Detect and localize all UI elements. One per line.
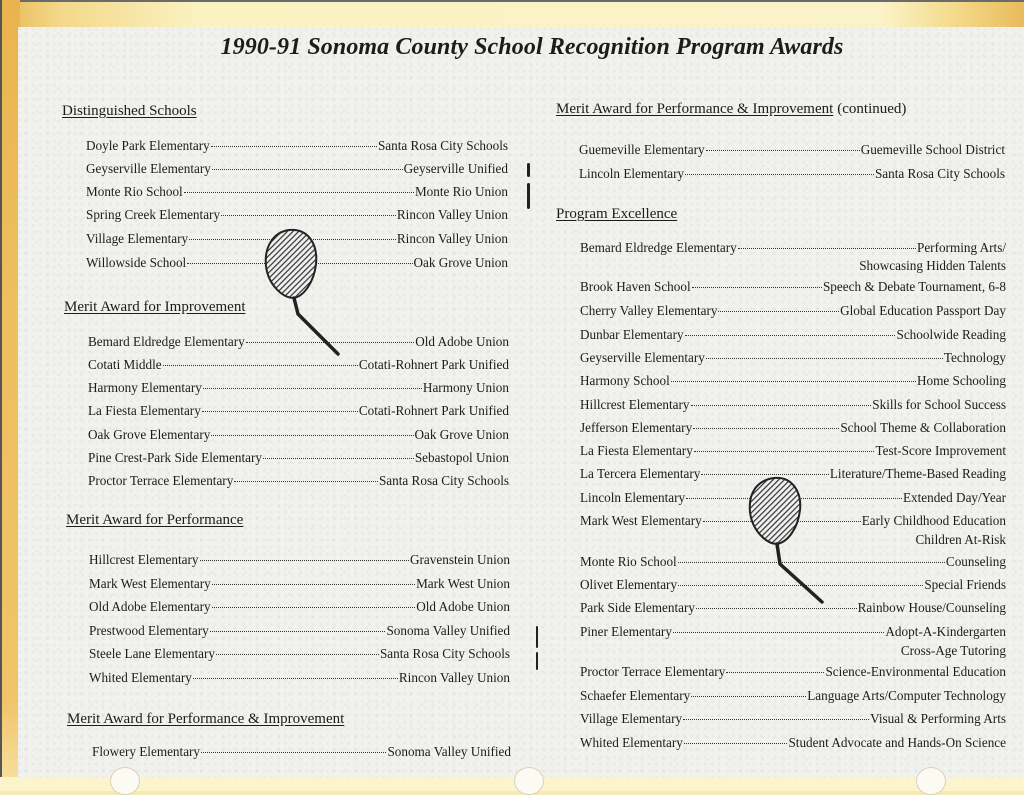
section-heading-text: Merit Award for Performance & Improvement bbox=[556, 101, 834, 117]
school-name: Harmony Elementary bbox=[88, 380, 202, 395]
section-heading-text: Merit Award for Performance & Improvement bbox=[67, 711, 345, 727]
award-value: Santa Rosa City Schools bbox=[378, 473, 509, 488]
section-heading-perf-improvement bbox=[67, 711, 344, 728]
school-name: Spring Creek Elementary bbox=[86, 207, 221, 222]
section-heading-text: Program Excellence bbox=[556, 206, 678, 222]
award-row bbox=[89, 576, 510, 592]
pen-mark bbox=[527, 163, 530, 177]
award-row bbox=[580, 735, 1006, 751]
award-value: Santa Rosa City Schools bbox=[377, 138, 508, 153]
school-name: Pine Crest-Park Side Elementary bbox=[88, 450, 262, 465]
award-row bbox=[580, 327, 1006, 343]
section-heading-distinguished bbox=[62, 103, 197, 120]
award-row bbox=[89, 623, 510, 639]
award-value: Adopt-A-Kindergarten bbox=[885, 624, 1006, 639]
award-row bbox=[89, 670, 510, 686]
school-name: La Fiesta Elementary bbox=[88, 403, 201, 418]
dot-leader bbox=[692, 283, 822, 288]
school-name: Willowside School bbox=[86, 255, 187, 270]
school-name: Park Side Elementary bbox=[580, 600, 695, 615]
award-row bbox=[89, 552, 510, 568]
award-row bbox=[89, 599, 510, 615]
award-row bbox=[92, 744, 511, 760]
school-name: Harmony School bbox=[580, 373, 670, 388]
school-name: Whited Elementary bbox=[89, 670, 192, 685]
award-value: Guemeville School District bbox=[860, 142, 1005, 157]
award-value: Skills for School Success bbox=[872, 397, 1006, 412]
page-title: 1990-91 Sonoma County School Recognition Program Awards bbox=[220, 34, 844, 60]
award-value: Sonoma Valley Unified bbox=[386, 623, 510, 638]
award-value: Harmony Union bbox=[422, 380, 509, 395]
dot-leader bbox=[202, 407, 358, 412]
award-row bbox=[89, 646, 510, 662]
dot-leader bbox=[673, 628, 884, 633]
dot-leader bbox=[693, 424, 839, 429]
dot-leader bbox=[683, 715, 869, 720]
award-value-continued: Showcasing Hidden Talents bbox=[859, 258, 1006, 273]
award-value: Counseling bbox=[945, 554, 1006, 569]
dot-leader bbox=[211, 431, 413, 436]
school-name: Village Elementary bbox=[86, 231, 189, 246]
school-name: Olivet Elementary bbox=[580, 577, 678, 592]
award-row bbox=[88, 403, 509, 419]
dot-leader bbox=[694, 447, 875, 452]
school-name: Piner Elementary bbox=[580, 624, 672, 639]
award-row bbox=[580, 443, 1006, 459]
award-row bbox=[579, 142, 1005, 158]
dot-leader bbox=[216, 650, 379, 655]
award-row bbox=[580, 664, 1006, 680]
award-value: Monte Rio Union bbox=[414, 184, 508, 199]
award-row bbox=[88, 473, 509, 489]
school-name: Cotati Middle bbox=[88, 357, 162, 372]
award-value: Gravenstein Union bbox=[410, 552, 510, 567]
award-value: Mark West Union bbox=[416, 576, 510, 591]
dot-leader bbox=[718, 307, 839, 312]
school-name: Old Adobe Elementary bbox=[89, 599, 211, 614]
school-name: Bemard Eldredge Elementary bbox=[580, 240, 737, 255]
award-row bbox=[86, 207, 508, 223]
school-name: Proctor Terrace Elementary bbox=[580, 664, 726, 679]
award-value: Schoolwide Reading bbox=[896, 327, 1006, 342]
balloon-icon bbox=[744, 474, 834, 608]
dot-leader bbox=[212, 603, 416, 608]
award-row bbox=[88, 427, 509, 443]
award-row bbox=[580, 397, 1006, 413]
section-heading-perf-improvement-cont bbox=[556, 101, 906, 118]
award-row bbox=[580, 303, 1006, 319]
section-heading-program-excellence bbox=[556, 206, 677, 223]
award-row bbox=[88, 380, 509, 396]
dot-leader bbox=[201, 748, 386, 753]
school-name: Jefferson Elementary bbox=[580, 420, 693, 435]
award-row bbox=[580, 279, 1006, 295]
award-value: Santa Rosa City Schools bbox=[874, 166, 1005, 181]
pen-mark bbox=[527, 183, 530, 209]
award-value: Sonoma Valley Unified bbox=[387, 744, 511, 759]
school-name: Brook Haven School bbox=[580, 279, 691, 294]
award-value: Speech & Debate Tournament, 6-8 bbox=[822, 279, 1006, 294]
school-name: Hillcrest Elementary bbox=[89, 552, 199, 567]
award-value: Cotati-Rohnert Park Unified bbox=[358, 403, 509, 418]
school-name: Mark West Elementary bbox=[580, 513, 702, 528]
award-value: Test-Score Improvement bbox=[875, 443, 1006, 458]
school-name: Hillcrest Elementary bbox=[580, 397, 690, 412]
dot-leader bbox=[738, 244, 916, 249]
school-name: Geyserville Elementary bbox=[580, 350, 705, 365]
school-name: La Tercera Elementary bbox=[580, 466, 701, 481]
school-name: Monte Rio School bbox=[580, 554, 677, 569]
award-row bbox=[580, 240, 1006, 256]
award-value: Home Schooling bbox=[916, 373, 1006, 388]
award-row bbox=[580, 420, 1006, 436]
folder-edge-left bbox=[0, 0, 20, 791]
award-value: Visual & Performing Arts bbox=[870, 711, 1006, 726]
award-value: School Theme & Collaboration bbox=[840, 420, 1006, 435]
award-value: Geyserville Unified bbox=[403, 161, 508, 176]
school-name: Steele Lane Elementary bbox=[89, 646, 215, 661]
award-row bbox=[580, 350, 1006, 366]
dot-leader bbox=[193, 674, 398, 679]
award-value: Sebastopol Union bbox=[414, 450, 509, 465]
pen-mark bbox=[536, 652, 538, 670]
dot-leader bbox=[221, 211, 396, 216]
school-name: Cherry Valley Elementary bbox=[580, 303, 718, 318]
continued-label: (continued) bbox=[837, 101, 907, 117]
award-value: Rincon Valley Union bbox=[398, 670, 510, 685]
dot-leader bbox=[706, 354, 943, 359]
school-name: Schaefer Elementary bbox=[580, 688, 691, 703]
section-heading-improvement bbox=[64, 299, 246, 316]
school-name: La Fiesta Elementary bbox=[580, 443, 693, 458]
award-value: Rincon Valley Union bbox=[396, 207, 508, 222]
school-name: Oak Grove Elementary bbox=[88, 427, 211, 442]
award-row bbox=[86, 161, 508, 177]
award-value: Literature/Theme-Based Reading bbox=[829, 466, 1006, 481]
award-value: Santa Rosa City Schools bbox=[379, 646, 510, 661]
award-value: Special Friends bbox=[924, 577, 1006, 592]
dot-leader bbox=[212, 580, 415, 585]
folder-edge-top bbox=[0, 0, 1024, 30]
award-row bbox=[86, 184, 508, 200]
award-value: Technology bbox=[943, 350, 1006, 365]
award-value: Old Adobe Union bbox=[415, 334, 509, 349]
award-row bbox=[580, 688, 1006, 704]
school-name: Monte Rio School bbox=[86, 184, 183, 199]
dot-leader bbox=[184, 188, 414, 193]
school-name: Flowery Elementary bbox=[92, 744, 201, 759]
award-value: Early Childhood Education bbox=[861, 513, 1006, 528]
school-name: Bemard Eldredge Elementary bbox=[88, 334, 245, 349]
school-name: Mark West Elementary bbox=[89, 576, 211, 591]
dot-leader bbox=[706, 146, 860, 151]
school-name: Geyserville Elementary bbox=[86, 161, 211, 176]
dot-leader bbox=[685, 331, 896, 336]
dot-leader bbox=[726, 668, 824, 673]
award-value: Student Advocate and Hands-On Science bbox=[788, 735, 1006, 750]
award-row bbox=[580, 373, 1006, 389]
award-value: Old Adobe Union bbox=[416, 599, 510, 614]
award-value: Cotati-Rohnert Park Unified bbox=[358, 357, 509, 372]
school-name: Prestwood Elementary bbox=[89, 623, 209, 638]
award-value-continued: Cross-Age Tutoring bbox=[900, 643, 1006, 658]
award-row bbox=[579, 166, 1005, 182]
award-value: Rincon Valley Union bbox=[396, 231, 508, 246]
award-row bbox=[580, 624, 1006, 640]
school-name: Whited Elementary bbox=[580, 735, 683, 750]
school-name: Proctor Terrace Elementary bbox=[88, 473, 234, 488]
dot-leader bbox=[200, 556, 410, 561]
dot-leader bbox=[685, 170, 874, 175]
school-name: Lincoln Elementary bbox=[579, 166, 685, 181]
dot-leader bbox=[211, 142, 377, 147]
school-name: Doyle Park Elementary bbox=[86, 138, 210, 153]
dot-leader bbox=[203, 384, 422, 389]
award-row bbox=[580, 711, 1006, 727]
dot-leader bbox=[163, 361, 358, 366]
school-name: Dunbar Elementary bbox=[580, 327, 684, 342]
folder-edge-bottom bbox=[0, 777, 1024, 791]
award-value: Oak Grove Union bbox=[414, 427, 509, 442]
award-value: Language Arts/Computer Technology bbox=[807, 688, 1006, 703]
pen-mark bbox=[536, 626, 538, 648]
school-name: Village Elementary bbox=[580, 711, 683, 726]
dot-leader bbox=[671, 377, 916, 382]
section-heading-text: Merit Award for Improvement bbox=[64, 299, 246, 315]
award-value-continued: Children At-Risk bbox=[915, 532, 1006, 547]
award-value: Extended Day/Year bbox=[902, 490, 1006, 505]
section-heading-text: Merit Award for Performance bbox=[66, 512, 244, 528]
award-value: Rainbow House/Counseling bbox=[857, 600, 1006, 615]
school-name: Lincoln Elementary bbox=[580, 490, 686, 505]
section-heading-performance bbox=[66, 512, 243, 529]
award-value: Global Education Passport Day bbox=[840, 303, 1006, 318]
award-row bbox=[86, 138, 508, 154]
dot-leader bbox=[212, 165, 403, 170]
balloon-icon bbox=[258, 226, 348, 360]
dot-leader bbox=[691, 401, 872, 406]
section-heading-text: Distinguished Schools bbox=[62, 103, 197, 119]
award-value: Science-Environmental Education bbox=[825, 664, 1006, 679]
dot-leader bbox=[263, 454, 414, 459]
award-value: Performing Arts/ bbox=[916, 240, 1006, 255]
dot-leader bbox=[210, 627, 386, 632]
dot-leader bbox=[691, 692, 806, 697]
award-row bbox=[88, 450, 509, 466]
school-name: Guemeville Elementary bbox=[579, 142, 705, 157]
award-value: Oak Grove Union bbox=[413, 255, 508, 270]
dot-leader bbox=[234, 477, 378, 482]
dot-leader bbox=[684, 739, 788, 744]
